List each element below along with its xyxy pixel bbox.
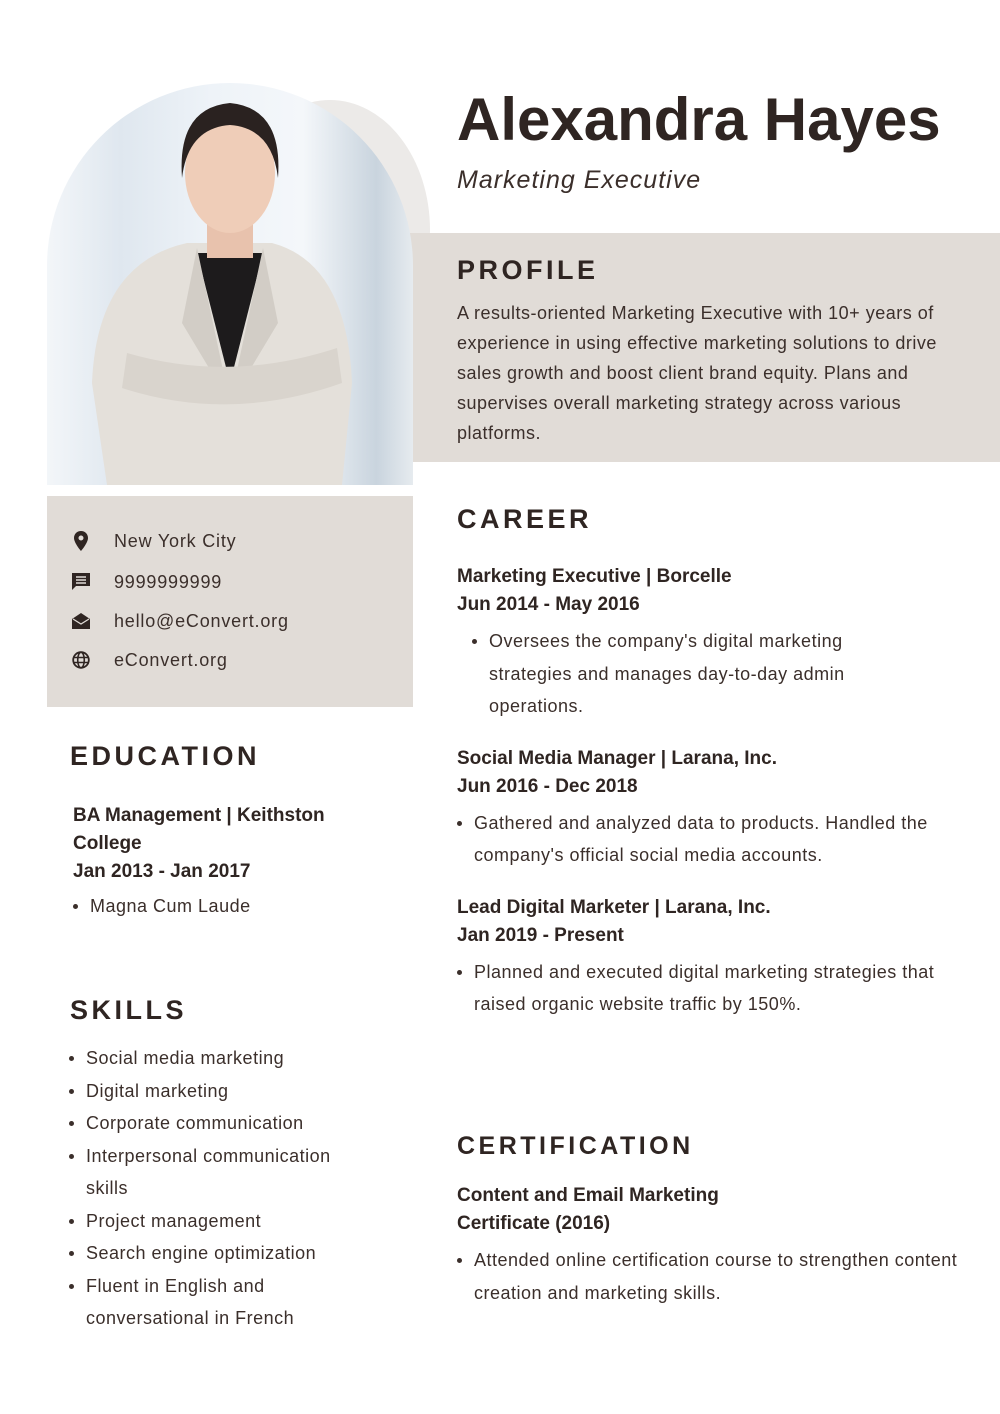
contact-location-text: New York City [114, 530, 237, 551]
certification-heading: CERTIFICATION [457, 1132, 694, 1160]
certification-title: Content and Email Marketing Certificate (2016) [457, 1185, 719, 1234]
career-list [457, 563, 967, 1021]
skills-list [69, 1042, 389, 1335]
profile-heading: PROFILE [457, 255, 599, 285]
career-job-title: Marketing Executive | Borcelle [457, 566, 732, 587]
certification-entry [457, 1182, 967, 1309]
career-job-dates: Jun 2014 - May 2016 [457, 594, 640, 615]
career-job-bullet: Planned and executed digital marketing strategies that raised organic website traffic by 150%. [457, 956, 967, 1021]
contact-section [47, 496, 413, 707]
career-job-bullet: Oversees the company's digital marketing strategies and manages day-to-day admin operations. [472, 625, 912, 723]
career-job-bullet: Gathered and analyzed data to products. Handled the company's official social media accounts. [457, 807, 967, 872]
career-job [457, 894, 967, 1021]
skill-item: Search engine optimization [69, 1237, 389, 1270]
envelope-icon [70, 610, 92, 632]
skill-item: Fluent in English and conversational in French [69, 1270, 346, 1335]
skill-item: Digital marketing [69, 1075, 389, 1108]
certification-bullet: Attended online certification course to strengthen content creation and marketing skills. [457, 1244, 967, 1309]
location-pin-icon [70, 530, 92, 552]
contact-website-text[interactable]: eConvert.org [114, 649, 228, 670]
career-job [457, 563, 967, 723]
globe-icon [70, 649, 92, 671]
skill-item: Interpersonal communication skills [69, 1140, 356, 1205]
message-icon [70, 571, 92, 593]
education-dates: Jan 2013 - Jan 2017 [73, 861, 251, 882]
contact-email-text[interactable]: hello@eConvert.org [114, 610, 289, 631]
profile-text: A results-oriented Marketing Executive with 10+ years of experience in using effective marketing solutions to drive sales growth and boost client brand equity. Plans and supervises overall marketing strategy across various platforms. [457, 303, 937, 443]
career-job-title: Lead Digital Marketer | Larana, Inc. [457, 896, 771, 918]
education-bullet: Magna Cum Laude [73, 890, 373, 923]
career-job-dates: Jun 2016 - Dec 2018 [457, 775, 638, 797]
contact-phone [70, 571, 222, 593]
education-heading: EDUCATION [70, 741, 260, 771]
career-heading: CAREER [457, 504, 593, 534]
contact-website[interactable] [70, 649, 228, 671]
job-title: Marketing Executive [457, 166, 702, 194]
profile-photo [47, 83, 413, 485]
education-entry [73, 802, 373, 923]
candidate-name: Alexandra Hayes [457, 86, 941, 153]
skill-item: Project management [69, 1205, 389, 1238]
skills-heading: SKILLS [70, 995, 188, 1025]
contact-phone-text: 9999999999 [114, 571, 223, 592]
education-degree: BA Management | Keithston College [73, 805, 325, 854]
contact-location [70, 530, 236, 552]
skill-item: Corporate communication [69, 1107, 389, 1140]
career-job-dates: Jan 2019 - Present [457, 924, 624, 946]
skill-item: Social media marketing [69, 1042, 389, 1075]
contact-email[interactable] [70, 610, 289, 632]
career-job [457, 745, 967, 872]
career-job-title: Social Media Manager | Larana, Inc. [457, 747, 777, 769]
